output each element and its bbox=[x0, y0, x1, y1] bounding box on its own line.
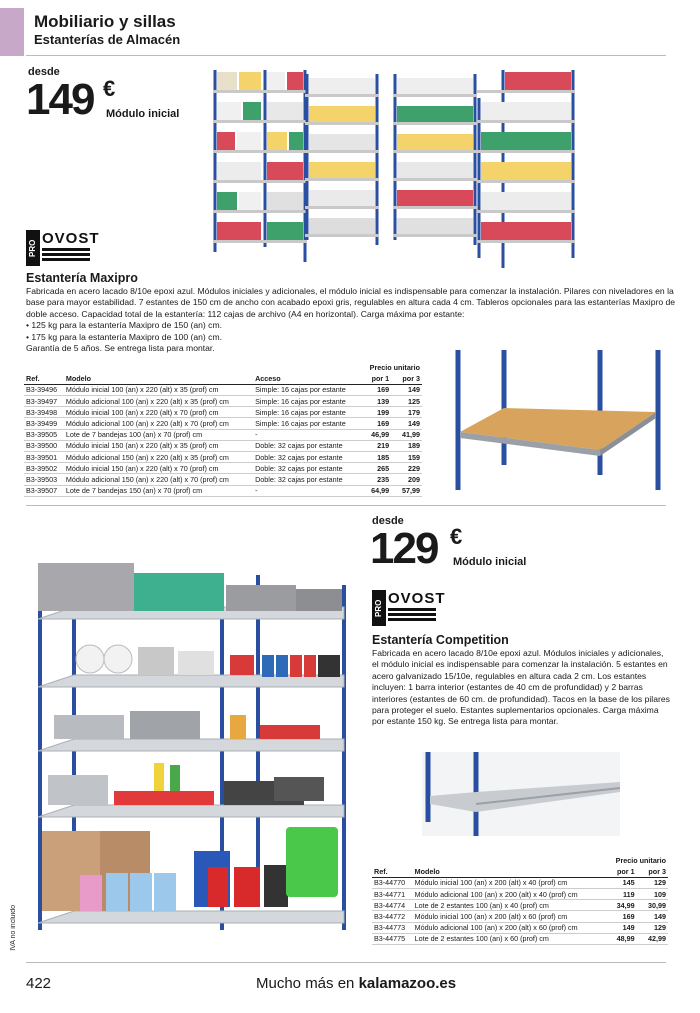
competition-shelving-image bbox=[34, 555, 354, 935]
section-divider bbox=[26, 505, 666, 506]
table-row bbox=[372, 911, 668, 922]
desde-label-2: desde bbox=[372, 515, 404, 527]
table-cell: Doble: 32 cajas por estante bbox=[253, 440, 360, 451]
table-row bbox=[24, 407, 422, 418]
table-row bbox=[372, 922, 668, 933]
table-cell: Doble: 32 cajas por estante bbox=[253, 463, 360, 474]
table-cell: Simple: 16 cajas por estante bbox=[253, 418, 360, 429]
table-cell: B3-44774 bbox=[372, 900, 413, 911]
price-1: 149 bbox=[26, 75, 94, 124]
product-description-maxipro bbox=[26, 286, 676, 354]
table-cell: 235 bbox=[360, 474, 391, 485]
col-por1: por 1 bbox=[360, 373, 391, 384]
table-cell: Lote de 7 bandejas 100 (an) x 70 (prof) cm bbox=[64, 429, 253, 440]
table-cell: 139 bbox=[360, 396, 391, 407]
table-cell: B3-44770 bbox=[372, 877, 413, 888]
price-2: 129 bbox=[370, 524, 438, 573]
table-row bbox=[24, 396, 422, 407]
table-cell: 109 bbox=[637, 889, 668, 900]
table-cell: 149 bbox=[637, 911, 668, 922]
product-description-competition: Fabricada en acero lacado 8/10e epoxi azul. Módulos iniciales y adicionales, el módulo inicial es indispensable para comenzar la instalación. 5 estantes en acero galvanizado 15/10e, regulables en altura cada 2 cm. Los estantes incluyen: 1 barra interior (estantes de 40 cm de profundidad) y 2 barras interiores (estantes de 60 cm. de profundidad). Tacos en la base de los pilares para proteger el suelo. Estantes suplementarios opcionales. Carga máxima por estante 150 kg. Se entrega lista para montar. bbox=[372, 648, 670, 727]
table-cell: Módulo adicional 100 (an) x 200 (alt) x 60 (prof) cm bbox=[413, 922, 606, 933]
vat-note: IVA no incluido bbox=[10, 905, 17, 951]
table-row bbox=[372, 933, 668, 944]
provost-logo-2 bbox=[372, 590, 446, 628]
table-cell: B3-39501 bbox=[24, 452, 64, 463]
table-cell: 119 bbox=[605, 889, 636, 900]
table-row bbox=[24, 474, 422, 485]
page-title: Mobiliario y sillas bbox=[34, 12, 176, 31]
table-cell: 64,99 bbox=[360, 485, 391, 496]
maxipro-shelf-detail-image bbox=[448, 350, 668, 490]
table-cell: 41,99 bbox=[391, 429, 422, 440]
table-cell: Módulo adicional 100 (an) x 220 (alt) x 35 (prof) cm bbox=[64, 396, 253, 407]
table-cell: B3-39498 bbox=[24, 407, 64, 418]
col2-ref: Ref. bbox=[372, 866, 413, 877]
table-cell: Módulo adicional 150 (an) x 220 (alt) x 35 (prof) cm bbox=[64, 452, 253, 463]
table-cell: 149 bbox=[391, 384, 422, 395]
table-row bbox=[24, 429, 422, 440]
table-cell: 185 bbox=[360, 452, 391, 463]
table-cell: 169 bbox=[360, 418, 391, 429]
table-cell: 149 bbox=[605, 922, 636, 933]
table-cell: 169 bbox=[360, 384, 391, 395]
col2-por1: por 1 bbox=[605, 866, 636, 877]
footer-tagline bbox=[256, 975, 456, 992]
table-cell: Módulo inicial 100 (an) x 200 (alt) x 40 (prof) cm bbox=[413, 877, 606, 888]
maxipro-note: Garantía de 5 años. Se entrega lista para montar. bbox=[26, 343, 215, 354]
table-row bbox=[24, 440, 422, 451]
product-title-competition: Estantería Competition bbox=[372, 633, 509, 647]
table-cell: B3-39496 bbox=[24, 384, 64, 395]
table-row bbox=[24, 418, 422, 429]
table-cell: Módulo inicial 100 (an) x 220 (alt) x 70 (prof) cm bbox=[64, 407, 253, 418]
currency-1: € bbox=[103, 76, 116, 101]
table-cell: B3-39502 bbox=[24, 463, 64, 474]
table-cell: 30,99 bbox=[637, 900, 668, 911]
competition-shelf-detail-image bbox=[422, 752, 620, 836]
tagline-site: kalamazoo.es bbox=[358, 975, 457, 992]
table-row bbox=[372, 900, 668, 911]
table-row bbox=[24, 485, 422, 496]
logo-name: OVOST bbox=[42, 230, 100, 247]
price-header-2: Precio unitario bbox=[615, 856, 666, 866]
product-title-maxipro: Estantería Maxipro bbox=[26, 271, 138, 285]
table-cell: B3-39500 bbox=[24, 440, 64, 451]
table-cell: B3-39505 bbox=[24, 429, 64, 440]
table-cell: Módulo adicional 150 (an) x 220 (alt) x 70 (prof) cm bbox=[64, 474, 253, 485]
table-row bbox=[24, 452, 422, 463]
logo-pro-mark: PRO bbox=[26, 230, 40, 266]
table-cell: 179 bbox=[391, 407, 422, 418]
table-cell: 199 bbox=[360, 407, 391, 418]
col2-modelo: Modelo bbox=[413, 866, 606, 877]
table-cell: B3-44773 bbox=[372, 922, 413, 933]
maxipro-desc-text: Fabricada en acero lacado 8/10e epoxi azul. Módulos iniciales y adicionales, el módulo inicial es indispensable para comenzar la instalación. Pilares con niveladores en la base para mayor estabilidad. 7 estantes de 150 cm de ancho con acabado epoxi gris, regulables en altura cada 4 cm. Tableros opcionales para las estanterías Maxipro de doble acceso. Capacidad total de la estantería: 112 cajas de archivo (A4 en horizontal). Carga máxima por estante: bbox=[26, 286, 676, 319]
table-cell: Lote de 2 estantes 100 (an) x 60 (prof) cm bbox=[413, 933, 606, 944]
maxipro-price-table bbox=[24, 362, 422, 497]
header-divider bbox=[26, 55, 666, 56]
table-cell: 169 bbox=[605, 911, 636, 922]
table-cell: Módulo adicional 100 (an) x 200 (alt) x 40 (prof) cm bbox=[413, 889, 606, 900]
price-header-1: Precio unitario bbox=[369, 363, 420, 373]
competition-price-table bbox=[372, 855, 668, 945]
maxipro-bullet-1: • 125 kg para la estantería Maxipro de 150 (an) cm. bbox=[26, 320, 222, 331]
provost-logo-1 bbox=[26, 230, 100, 268]
price-label-2: Módulo inicial bbox=[453, 556, 527, 568]
table-cell: 189 bbox=[391, 440, 422, 451]
table-row bbox=[372, 889, 668, 900]
table-cell: B3-44775 bbox=[372, 933, 413, 944]
table-cell: B3-39503 bbox=[24, 474, 64, 485]
logo-bars bbox=[42, 248, 90, 263]
table-cell: Módulo inicial 100 (an) x 200 (alt) x 60 (prof) cm bbox=[413, 911, 606, 922]
table-cell: Simple: 16 cajas por estante bbox=[253, 407, 360, 418]
table-cell: B3-39499 bbox=[24, 418, 64, 429]
table-cell: - bbox=[253, 485, 360, 496]
table-cell: 129 bbox=[637, 877, 668, 888]
col-acceso: Acceso bbox=[253, 373, 360, 384]
table-cell: Módulo adicional 100 (an) x 220 (alt) x 70 (prof) cm bbox=[64, 418, 253, 429]
table-cell: 48,99 bbox=[605, 933, 636, 944]
page-subtitle: Estanterías de Almacén bbox=[34, 32, 181, 47]
table-cell: - bbox=[253, 429, 360, 440]
table-cell: B3-39497 bbox=[24, 396, 64, 407]
table-cell: 265 bbox=[360, 463, 391, 474]
table-cell: B3-44771 bbox=[372, 889, 413, 900]
price-label-1: Módulo inicial bbox=[106, 108, 180, 120]
table-cell: 145 bbox=[605, 877, 636, 888]
col2-por3: por 3 bbox=[637, 866, 668, 877]
section-tab bbox=[0, 8, 24, 56]
table-cell: B3-39507 bbox=[24, 485, 64, 496]
col-modelo: Modelo bbox=[64, 373, 253, 384]
table-cell: 219 bbox=[360, 440, 391, 451]
table-cell: 149 bbox=[391, 418, 422, 429]
tagline-prefix: Mucho más en bbox=[256, 975, 355, 992]
table-cell: 42,99 bbox=[637, 933, 668, 944]
table-cell: Doble: 32 cajas por estante bbox=[253, 452, 360, 463]
logo-bars-2 bbox=[388, 608, 436, 623]
table-row bbox=[24, 384, 422, 395]
table-cell: Módulo inicial 150 (an) x 220 (alt) x 35 (prof) cm bbox=[64, 440, 253, 451]
page-number: 422 bbox=[26, 975, 52, 992]
table-cell: 125 bbox=[391, 396, 422, 407]
table-cell: 209 bbox=[391, 474, 422, 485]
table-cell: Doble: 32 cajas por estante bbox=[253, 474, 360, 485]
table-cell: 46,99 bbox=[360, 429, 391, 440]
table-cell: Simple: 16 cajas por estante bbox=[253, 396, 360, 407]
table-cell: B3-44772 bbox=[372, 911, 413, 922]
table-cell: Módulo inicial 100 (an) x 220 (alt) x 35 (prof) cm bbox=[64, 384, 253, 395]
currency-2: € bbox=[450, 524, 463, 549]
table-cell: 229 bbox=[391, 463, 422, 474]
logo-pro-mark-2: PRO bbox=[372, 590, 386, 626]
table-row bbox=[24, 463, 422, 474]
maxipro-bullet-2: • 175 kg para la estantería Maxipro de 100 (an) cm. bbox=[26, 331, 222, 342]
table-cell: 34,99 bbox=[605, 900, 636, 911]
col-ref: Ref. bbox=[24, 373, 64, 384]
table-cell: 159 bbox=[391, 452, 422, 463]
footer-divider bbox=[26, 962, 666, 963]
table-cell: 57,99 bbox=[391, 485, 422, 496]
table-cell: Módulo inicial 150 (an) x 220 (alt) x 70 (prof) cm bbox=[64, 463, 253, 474]
col-por3: por 3 bbox=[391, 373, 422, 384]
table-cell: Lote de 2 estantes 100 (an) x 40 (prof) cm bbox=[413, 900, 606, 911]
table-cell: Simple: 16 cajas por estante bbox=[253, 384, 360, 395]
table-cell: 129 bbox=[637, 922, 668, 933]
table-cell: Lote de 7 bandejas 150 (an) x 70 (prof) cm bbox=[64, 485, 253, 496]
desde-label-1: desde bbox=[28, 66, 60, 78]
maxipro-shelving-image bbox=[205, 62, 585, 272]
logo-name-2: OVOST bbox=[388, 590, 446, 607]
table-row bbox=[372, 877, 668, 888]
